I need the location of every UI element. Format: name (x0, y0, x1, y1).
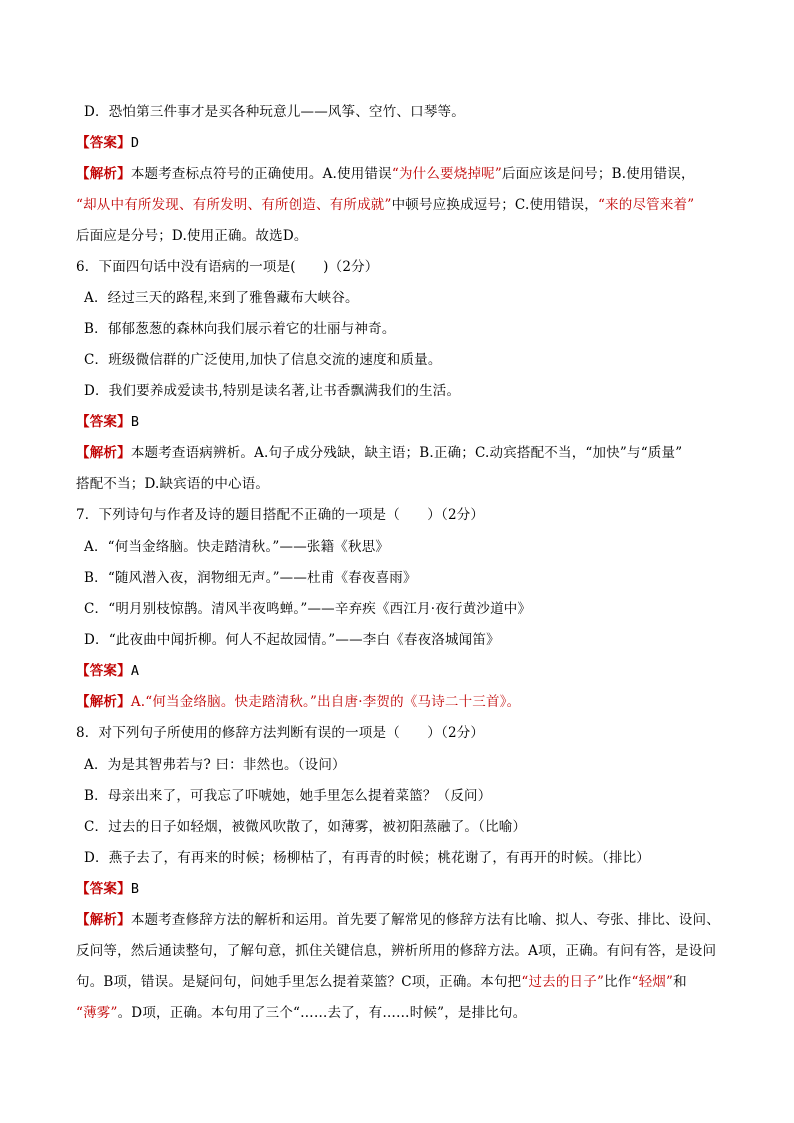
q7-analysis (76, 692, 520, 712)
q5-analysis-text: 中顿号应换成逗号；C.使用错误， (391, 197, 598, 213)
q6-option-b: B．郁郁葱葱的森林向我们展示着它的壮丽与神奇。 (84, 321, 396, 337)
q8-option-b: B．母亲出来了，可我忘了吓唬她，她手里怎么提着菜篮？（反问） (84, 788, 492, 804)
q6-answer (76, 412, 139, 432)
q5-analysis-line-2 (76, 195, 694, 215)
q5-analysis-line-1 (76, 164, 695, 184)
q5-option-d: D．恐怕第三件事才是买各种玩意儿——风筝、空竹、口琴等。 (84, 104, 465, 120)
q8-option-d: D．燕子去了，有再来的时候；杨柳枯了，有再青的时候；桃花谢了，有再开的时候。（排比） (84, 850, 650, 866)
q7-answer (76, 661, 139, 681)
q8-analysis-text: 本题考查修辞方法的解析和运用。首先要了解常见的修辞方法有比喻、拟人、夸张、排比、设问、 (130, 912, 720, 928)
q7-option-a: A．“何当金络脑。快走踏清秋。”——张籍《秋思》 (84, 539, 390, 555)
q6-answer-value: B (130, 414, 140, 430)
q8-analysis-quote: “轻烟” (631, 974, 674, 990)
q5-answer-value: D (130, 135, 140, 151)
q8-analysis-text: 。D项，正确。本句用了三个“……去了，有……时候”，是排比句。 (117, 1005, 527, 1021)
q8-analysis-text: 句。B项，错误。是疑问句，问她手里怎么提着菜篮？C项，正确。本句把 (76, 974, 522, 990)
q8-analysis-line-1 (76, 910, 720, 930)
answer-label: 【答案】 (76, 663, 131, 679)
q6-option-c: C．班级微信群的广泛使用,加快了信息交流的速度和质量。 (84, 352, 442, 368)
q8-stem: 8．对下列句子所使用的修辞方法判断有误的一项是（ ）（2分） (76, 725, 485, 741)
q6-stem: 6．下面四句话中没有语病的一项是( )（2分） (76, 259, 379, 275)
q5-analysis-quote: “为什么要烧掉呢” (391, 166, 502, 182)
q5-analysis-line-3: 后面应是分号；D.使用正确。故选D。 (76, 228, 308, 244)
analysis-label: 【解析】 (76, 166, 131, 182)
q8-analysis-line-2: 反问等，然后通读整句，了解句意，抓住关键信息，辨析所用的修辞方法。A项，正确。有问有答，是设问 (76, 943, 717, 959)
q7-stem: 7．下列诗句与作者及诗的题目搭配不正确的一项是（ ）（2分） (76, 507, 485, 523)
analysis-label: 【解析】 (76, 912, 131, 928)
q6-option-d: D．我们要养成爱读书,特别是读名著,让书香飘满我们的生活。 (84, 383, 461, 399)
q5-analysis-quote: “来的尽管来着” (597, 197, 695, 213)
analysis-label: 【解析】 (76, 445, 131, 461)
q7-option-d: D．“此夜曲中闻折柳。何人不起故园情。”——李白《春夜洛城闻笛》 (84, 632, 500, 648)
q8-analysis-text: 比作 (604, 974, 632, 990)
answer-label: 【答案】 (76, 881, 131, 897)
q8-analysis-quote: “过去的日子” (521, 974, 605, 990)
q8-answer (76, 879, 139, 899)
q6-option-a: A．经过三天的路程,来到了雅鲁藏布大峡谷。 (84, 290, 359, 306)
q7-option-b: B．“随风潜入夜，润物细无声。”——杜甫《春夜喜雨》 (84, 570, 417, 586)
q6-analysis-line-2: 搭配不当；D.缺宾语的中心语。 (76, 476, 270, 492)
q8-analysis-line-4 (76, 1003, 526, 1023)
q8-analysis-line-3 (76, 972, 687, 992)
q7-analysis-text: A.“何当金络脑。快走踏清秋。”出自唐·李贺的《马诗二十三首》。 (130, 694, 521, 710)
q6-analysis-text: 本题考查语病辨析。A.句子成分残缺，缺主语；B.正确；C.动宾搭配不当，“加快”与“质量” (130, 445, 683, 461)
q7-answer-value: A (130, 663, 140, 679)
q5-analysis-text: 后面应该是问号；B.使用错误， (501, 166, 695, 182)
q5-analysis-text: 本题考查标点符号的正确使用。A.使用错误 (130, 166, 392, 182)
q8-analysis-text: 和 (673, 974, 687, 990)
analysis-label: 【解析】 (76, 694, 131, 710)
q8-option-a: A．为是其智弗若与? 曰：非然也。（设问） (84, 757, 346, 773)
q5-analysis-quote: “却从中有所发现、有所发明、有所创造、有所成就” (76, 197, 392, 213)
q8-analysis-quote: “薄雾” (76, 1005, 118, 1021)
q7-option-c: C．“明月别枝惊鹊。清风半夜鸣蝉。”——辛弃疾《西江月·夜行黄沙道中》 (84, 601, 532, 617)
q8-answer-value: B (130, 881, 140, 897)
q8-option-c: C．过去的日子如轻烟，被微风吹散了，如薄雾，被初阳蒸融了。（比喻） (84, 819, 527, 835)
answer-label: 【答案】 (76, 414, 131, 430)
q5-answer (76, 133, 139, 153)
q6-analysis-line-1 (76, 443, 682, 463)
answer-label: 【答案】 (76, 135, 131, 151)
